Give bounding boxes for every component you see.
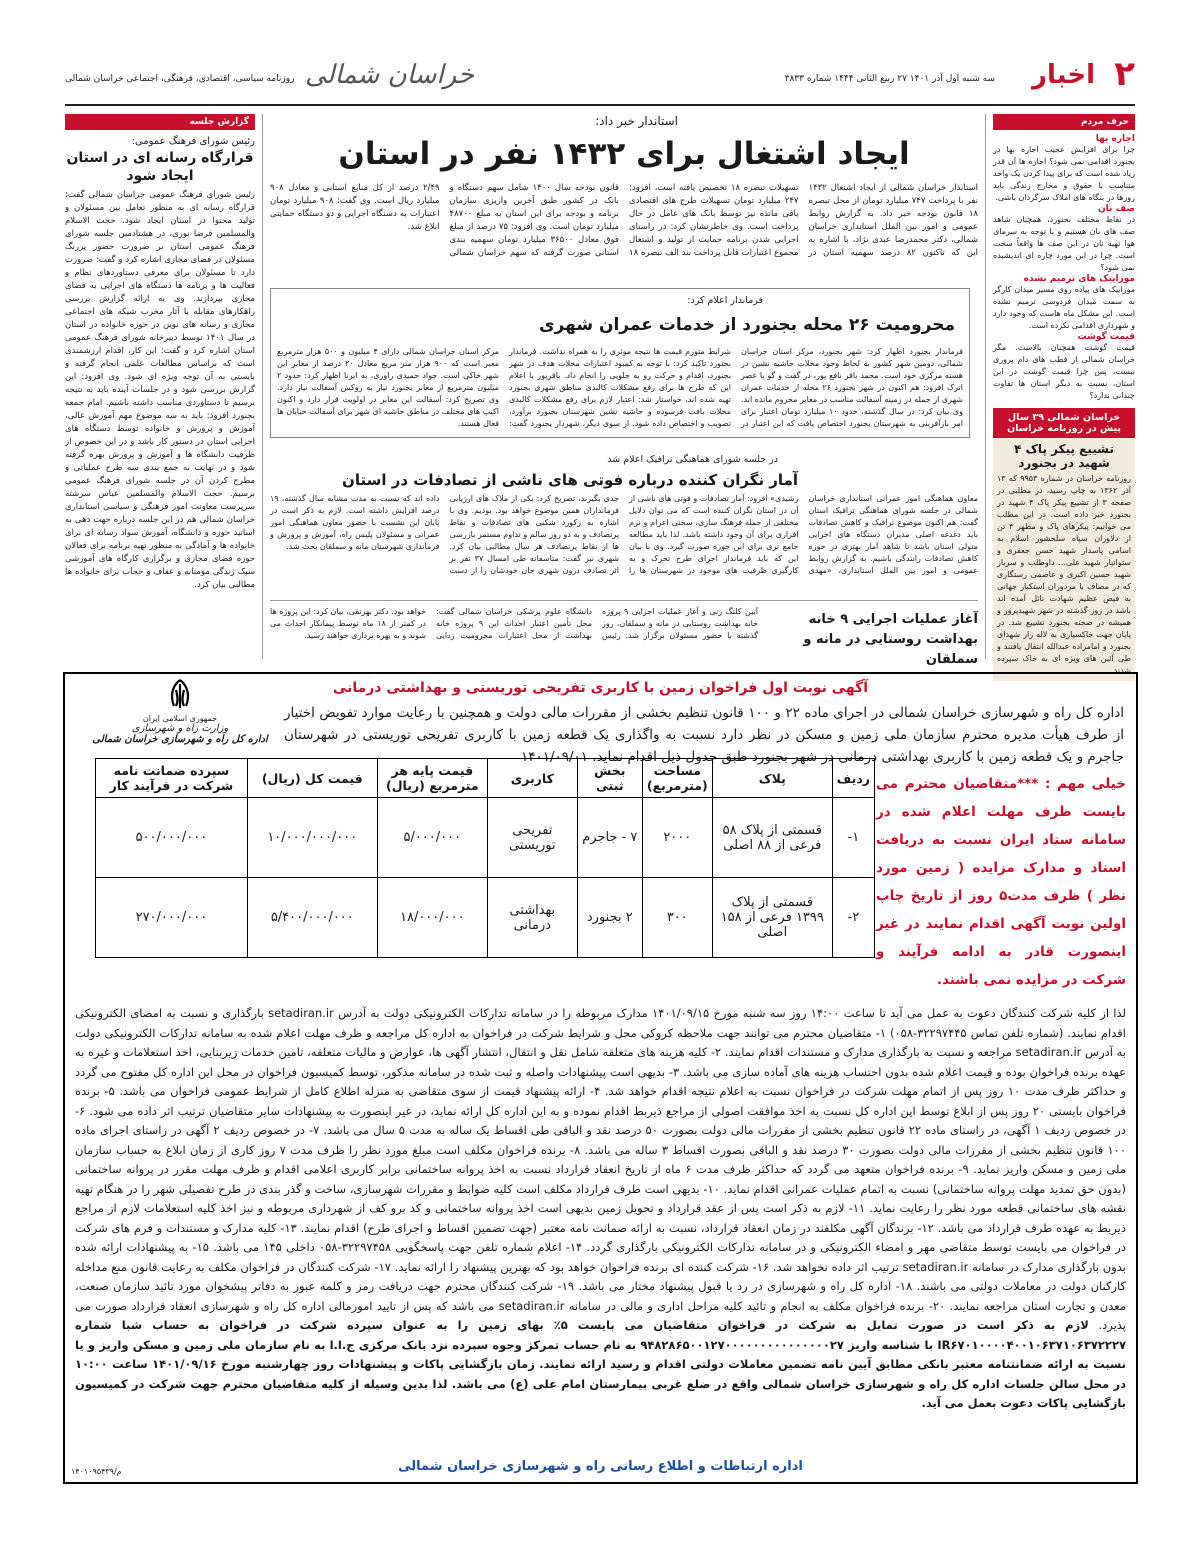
tagline: روزنامه سیاسی، اقتصادی، فرهنگی، اجتماعی خراسان شمالی	[65, 74, 295, 84]
table-cell: بهداشتی درمانی	[487, 878, 577, 958]
right-column	[993, 114, 1135, 675]
headline: آغاز عملیات اجرایی ۹ خانه بهداشت روستایی در مانه و سملقان	[803, 612, 978, 667]
table-cell: ۵/۴۰۰/۰۰۰/۰۰۰	[247, 878, 377, 958]
kicker: در جلسه شورای هماهنگی ترافیک اعلام شد	[607, 454, 778, 465]
emblem-icon	[162, 678, 198, 710]
table-cell: ۲۷۰/۰۰۰/۰۰۰	[96, 878, 248, 958]
column-label: حرف مردم	[993, 114, 1135, 130]
story-body: آیین کلنگ زنی و آغاز عملیات اجرایی ۹ پروژه خانه بهداشت روستایی در مانه و سملقان، روز گذشته با حضور مسئولان برگزار شد. رئیس دانشگاه علوم پزشکی خراسان شمالی گفت: محل تأمین اعتبار احداث این ۹ پروژه خانه بهداشت از محل اعتبارات محرومیت زدایی خواهد بود. دکتر بهرنقی، بیان کرد: این پروژه ها در کمتر از ۱۸ ماه توسط پیمانکار احداث می شوند و به بهره برداری خواهند رسید.	[270, 607, 758, 640]
list-item	[993, 134, 1135, 204]
header-cell: سپرده ضمانت نامه شرکت در فرآیند کار	[96, 759, 248, 798]
logo-line: جمهوری اسلامی ایران	[142, 714, 218, 723]
list-item	[993, 332, 1135, 402]
header-cell: کاربری	[487, 759, 577, 798]
page-header	[65, 54, 1135, 102]
table-cell: ۳۰۰	[642, 878, 712, 958]
table-cell: ۷ - جاجرم	[577, 798, 642, 878]
column-divider	[262, 114, 263, 659]
table-cell: ۲۰۰۰	[642, 798, 712, 878]
archive-banner: خراسان شمالی ۳۹ سال پیش در روزنامه خراسان	[993, 408, 1135, 438]
table-cell: قسمتی از پلاک ۱۳۹۹ فرعی از ۱۵۸ اصلی	[712, 878, 832, 958]
ad-code: م/۱۴۰۱۰۹۵۴۳۹	[71, 1467, 122, 1476]
table-cell: ۱-	[832, 798, 874, 878]
story	[270, 454, 978, 598]
section-title: اخبار	[1032, 60, 1095, 90]
headline: محرومیت ۲۶ محله بجنورد از خدمات عمران شهری	[538, 315, 955, 335]
item-title: موزاییک های ترمیم نشده	[1023, 274, 1135, 284]
ad-box	[63, 672, 1138, 1484]
table-row	[96, 798, 875, 878]
story-body: فرماندار بجنورد اظهار کرد: شهر بجنورد، مرکز استان خراسان شمالی، دومین شهر کشور به لحاظ وجود محلات حاشیه نشین در هسته مرکزی خود است. محمد باقر نافع پور، در گفت و گو با عصر اترک افزود: هم اکنون در شهر بجنورد ۲۶ محله از خدمات عمران شهری از جمله در زمینه آسفالت مناسب در معابر محروم مانده اند. وی بیان کرد: در سال گذشته، حدود ۱۰ میلیارد تومان اعتبار برای امر بازآفرینی به شهرستان بجنورد اختصاص یافت که این اعتبار در شرایط متورم قیمت ها نتیجه موثری را به همراه نداشت. فرماندار بجنورد تاکید کرد: با توجه به کمبود اعتبارات محلات هدف در شهر بجنورد، اقدام و حرکت رو به جلویی را انجام داد. باقرپور با اعلام این که طرح ها برای رفع مشکلات کالبدی مناطق شهری بجنورد تهیه شده اند، خواستار شد: اعتبار لازم برای رفع مشکلات کالبدی محلات بافت فرسوده و حاشیه نشین شهرستان بجنورد برآورد، تصویب و اختصاص داده شود. از سوی دیگر، شهردار بجنورد گفت: مرکز استان خراسان شمالی دارای ۴ میلیون و ۵۰۰ هزار مترمربع معبر است که ۹۰۰ هزار متر مربع معادل ۲۰ درصد از معابر این شهر خاکی است. جواد حمیدی راوری، به ایرنا اظهار کرد: حدود ۲ میلیون مترمربع از معابر بجنورد نیاز به روکش آسفالت نیاز دارد. وی تصریح کرد: آسفالت این معابر در اولویت قرار دارد و اکنون اکیپ های مختلف در مناطق حاشیه ای شهر برای آسفالت خیابان ها فعال هستند.	[277, 347, 963, 428]
item-title: قیمت گوشت	[1077, 332, 1135, 342]
list-item	[993, 204, 1135, 274]
headline: قرارگاه رسانه ای در استان ایجاد شود	[66, 150, 254, 184]
item-title: صف نان	[1098, 204, 1135, 214]
story-divider	[270, 600, 978, 601]
list-item	[993, 274, 1135, 332]
header-cell: ردیف	[832, 759, 874, 798]
item-body: چرا برای افزایش عجیب اجاره بها در بجنورد اقدامی نمی شود؟ اجاره ها آن قدر زیاد شده است که برای پیدا کردن یک واحد متناسب با حقوق و مخارج زندگی باید روزها در بنگاه های املاک سرگردان باشی.	[993, 145, 1135, 202]
archive-body: روزنامه خراسان در شماره ۹۹۵۳ که ۱۳ آذر ۱۳۶۲ به چاپ رسید، در مطلبی در صفحه ۳ از تشییع پیکر پاک ۴ شهید در بجنورد خبر داده است. در این مطلب می خوانیم: پیکرهای پاک و مطهر ۴ تن از دلاوران سپاه سلحشور اسلام به اسامی پاسدار شهید حسن جعفری و ستوانیار شهید علی... داوطلب و سرباز شهید حسین اکبری و عاصمی رستگاری که در مصاف با مزدوران استکبار جهانی به فیض عظیم شهادت نائل آمده اند باشد در روز گذشته در شهر شهیدپرور و همیشه در صحنه بجنورد تشییع شد. در پایان جهت خاکسپاری به لاله زار شهدای بجنورد و امامزاده عبدالله انتقال یافتند و طی آئین های ویژه ای به خاک سپرده شدند.	[997, 474, 1132, 675]
dateline: سه شنبه اول آذر ۱۴۰۱ ۲۷ ربیع الثانی ۱۴۴۴ شماره ۳۸۳۳	[784, 74, 995, 84]
archive-title: تشییع پیکر پاک ۴ شهید در بجنورد	[1014, 442, 1114, 470]
table-cell: ۲-	[832, 878, 874, 958]
ad-title: آگهی نوبت اول فراخوان زمین با کاربری تفریحی توریستی و بهداشتی درمانی	[332, 680, 869, 696]
main-story	[270, 114, 978, 284]
table-header-row	[96, 759, 875, 798]
header-cell: مساحت (مترمربع)	[642, 759, 712, 798]
header-cell: قیمت کل (ریال)	[247, 759, 377, 798]
logo-line: وزارت راه و شهرسازی	[131, 723, 229, 734]
header-cell: پلاک	[712, 759, 832, 798]
land-table	[95, 758, 875, 958]
ad-terms	[75, 1004, 1126, 1414]
kicker: رئیس شورای فرهنگ عمومی:	[131, 136, 255, 147]
table-cell: قسمتی از پلاک ۵۸ فرعی از ۸۸ اصلی	[712, 798, 832, 878]
ministry-logo	[75, 678, 285, 760]
table-cell: تفریحی توریستی	[487, 798, 577, 878]
story-box	[270, 288, 970, 438]
story-body: رئیس شورای فرهنگ عمومی خراسان شمالی گفت: قرارگاه رسانه ای به منظور تعامل بین مسئولان و تولید محتوا در استان ایجاد شود. حجت الاسلام والمسلمین فرضا نوری، در هشتادمین جلسه شورای فرهنگ عمومی استان بر ضرورت حضور پررنگ مسئولان در فضای مجازی اشاره کرد و گفت: ضرورت دارد تا مسئولان برای معرفی دستاوردهای نظام و فعالیت ها و برنامه ها دستگاه های اجرایی به فضای مجازی بپردازند. وی به ارائه گزارش بررسی راهکارهای مقابله با آثار مخرب شبکه های اجتماعی مجازی و رسانه های نوین در حوزه خانواده در استان در سال ۱۴۰۱ توسط دبیرخانه شورای فرهنگ عمومی استان اشاره کرد و گفت: این کار، اقدام ارزشمندی است که براساس مطالعات علمی انجام گرفته و بایستی به آن توجه ویژه ای شود. وی افزود: این گزارش بررسی شود و در جلسات آینده باید به نتیجه برسیم تا دستاوردی مناسب داشته باشیم. امام جمعه بجنورد افزود: باید به سه موضوع مهم آموزش عالی، آموزش و پرورش و خانواده توسط دستگاه های اجرایی استان در دستور کار باشد و در این خصوص از ظرفیت دانشگاه ها و آموزش و پرورش بهره گرفته شود و در نهایت به جمع بندی سه طرح عملیاتی و مطرح کردن آن در جلسه شورای فرهنگ عمومی برسیم. حجت الاسلام والمسلمین عباس سرشته سرپرست معاونت امور فرهنگی و سیاسی استانداری خراسان شمالی هم در این جلسه درباره جهت دهی به اساتید حوزه و دانشگاه، آموزش سواد رسانه ای برای خانواده ها و آمادگی به منظور تهیه برنامه برای فعالان حوزه فضای مجازی و برگزاری کارگاه های آموزشی سبک زندگی مومنانه و عفاف و حجاب برای خانواده ها مطالبی بیان کرد.	[65, 190, 255, 590]
important-notice: خیلی مهم : ***متقاضیان محترم می بایست ظرف مهلت اعلام شده در سامانه ستاد ایران نسبت به دریافت اسناد و مدارک مزایده ( زمین مورد نظر ) ظرف مدت۵ روز از تاریخ چاپ اولین نوبت آگهی اقدام نمایند در غیر اینصورت قادر به ادامه فرآیند و شرکت در مزایده نمی باشند.	[876, 776, 1126, 988]
header-cell: قیمت پایه هر مترمربع (ریال)	[377, 759, 487, 798]
header-rule	[65, 104, 1135, 106]
terms-text: لذا از کلیه شرکت کنندگان دعوت به عمل می آید تا ساعت ۱۴:۰۰ روز سه شنبه مورخ ۱۴۰۱/۰۹/۱۵ مدارک مربوطه را در سامانه تدارکات الکترونیکی دولت به آدرس setadiran.ir بارگذاری و نسبت به امضای الکترونیکی اقدام نمایند. (شماره تلفن تماس ۳۲۲۹۷۴۴۵-۰۵۸) ۱- متقاضیان محترم می توانند جهت ملاحظه کروکی محل و شرایط شرکت در فراخوان به اداره کل مراجعه و ظرف مهلت اعلام شده به سامانه تدارکات الکترونیکی دولت به آدرس setadiran.ir مراجعه و نسبت به بارگذاری مدارک و مستندات اقدام نمایند. ۲- کلیه هزینه های متعلقه شامل نقل و انتقال، انتشار آگهی ها، عوارض و مالیات متعلقه، تامین خدمات زیربنایی، اخذ استعلامات و غیره به عهده برنده فراخوان بوده و قیمت اعلام شده بدون احتساب هزینه های آماده سازی می باشد. ۳- بدیهی است پیشنهادات واصله و ثبت شده در سامانه مذکور، توسط کمیسیون فراخوان در محل این اداره کل مفتوح می گردد و حداکثر ظرف مدت ۱۰ روز پس از اتمام مهلت شرکت در فراخوان نسبت به اعلام نتیجه اقدام خواهد شد. ۴- ارائه پیشنهاد قیمت از سوی متقاضی به منزله اطلاع کامل از شرایط عمومی فراخوان می باشد. ۵- برنده فراخوان بایستی ۲۰ روز پس از ابلاغ توسط این اداره کل نسبت به اخذ موافقت اصولی از مراجع ذیربط اقدام نموده و به این اداره کل ارائه نماید، در غیر اینصورت به پیشنهادات سایر متقاضیان ترتیب اثر داده می شود. ۶- در خصوص ردیف ۱ آگهی، در راستای ماده ۲۲ قانون تنظیم بخشی از مقررات مالی دولت بصورت ۵۰ درصد نقد و الباقی طی اقساط یک ساله به مدت ۵ سال می باشد. ۷- در خصوص ردیف ۲ آگهی در راستای اجرای ماده ۱۰۰ قانون تنظیم بخشی از مقررات مالی دولت بصورت ۳۰ درصد نقد و الباقی بصورت اقساط ۳ ساله می باشد. ۸- برنده فراخوان مکلف است مبلغ مورد نظر را ظرف مدت ۷ روز کاری از زمان ابلاغ به حساب سازمان ملی زمین و مسکن واریز نماید. ۹- برنده فراخوان متعهد می گردد که حداکثر ظرف مدت ۶ ماه از تاریخ انعقاد قرارداد نسبت به اخذ پروانه ساختمانی برابر کاربری اعلامی اقدام و ظرف مهلت مقرر در پروانه ساختمانی (بدون حق تمدید مهلت پروانه ساختمانی) نسبت به اتمام عملیات عمرانی اقدام نماید. ۱۰- بدیهی است طرف قرارداد مکلف است کلیه ضوابط و مقررات شهرسازی، ساخت و گذر بندی در طرح تفصیلی شهر را در هنگام تهیه نقشه های ساختمانی قطعه مورد نظر را رعایت نماید. ۱۱- لازم به ذکر است پس از عقد قرارداد و تحویل زمین بدیهی است اخذ پروانه ساختمانی و کد برو کف از شهرداری مربوطه و نیز اخذ کلیه استعلامات لازم از مراجع ذیربط به عهده طرف قرارداد می باشد. ۱۲- برندگان آگهی مکلفند در زمان انعقاد قرارداد، نسبت به ارائه ضمانت نامه معتبر (جهت تضمین اقساط و اجرای طرح) اقدام نمایند. ۱۳- کلیه مدارک و مستندات و فرم های شرکت در فراخوان می بایست توسط متقاضی مهر و امضاء الکترونیکی و در سامانه تدارکات الکترونیکی بارگذاری گردد. ۱۴- اعلام شماره تلفن جهت پاسخگویی ۳۲۲۹۷۴۵۸-۰۵۸ داخلی ۱۴۵ می باشد. ۱۵- به پیشنهادات ارائه شده بدون بارگذاری مدارک در سامانه setadiran.ir ترتیب اثر داده نخواهد شد. ۱۶- شرکت کننده ای برنده فراخوان خواهد بود که بهترین پیشنهاد را ارائه نماید. ۱۷- شرکت کنندگان در فراخوان مکلف به رعایت قانون منع مداخله کارکنان دولت در معاملات دولتی می باشند. ۱۸- اداره کل راه و شهرسازی در رد یا قبول پیشنهاد مختار می باشد. ۱۹- شرکت کنندگان محترم جهت دریافت رمز و کلمه عبور به دفاتر پیشخوان مورد تائید سازمان صنعت، معدن و تجارت استان مراجعه نمایند. ۲۰- برنده فراخوان مکلف به انجام و تائید کلیه مراحل اداری و مالی در سامانه setadiran.ir می باشد که پس از تایید امورمالی اداره کل راه و شهرسازی انعقاد قرارداد صورت می پذیرد.	[75, 1006, 1127, 1332]
headline: ایجاد اشتغال برای ۱۴۳۲ نفر در استان	[338, 136, 910, 172]
headline: آمار نگران کننده درباره فوتی های ناشی از تصادفات در استان	[342, 471, 798, 489]
table-cell: ۱۸/۰۰۰/۰۰۰	[377, 878, 487, 958]
item-title: اجاره بها	[1095, 134, 1135, 144]
column-label: گزارش جلسه	[65, 114, 255, 130]
ad-footer: اداره ارتباطات و اطلاع رسانی راه و شهرسازی خراسان شمالی	[398, 1459, 803, 1474]
table-row	[96, 878, 875, 958]
terms-bold-text: لازم به ذکر است در صورت تمایل به شرکت در فراخوان متقاضیان می بایست ۵٪ بهای زمین را به عنوان سپرده شرکت در فراخوان به حساب شبا شماره IR۶۷۰۱۰۰۰۰۴۰۰۱۰۶۳۷۱۰۶۳۷۲۲۲۷ با شناسه واریز ۹۴۸۲۸۶۵۰۰۱۲۷۰۰۰۰۰۰۰۰۰۰۰۰۰۰۰۲۷ به نام حساب تمرکز وجوه سپرده نزد بانک مرکزی ج.ا.ا به نام سازمان ملی زمین و مسکن واریز و یا نسبت به ارائه ضمانتنامه معتبر بانکی مطابق آیین نامه تضمین معاملات دولتی اقدام و رسید ارائه نمایند. زمان بازگشایی پاکات و پیشنهادات روز چهارشنبه مورخ ۱۴۰۱/۰۹/۱۶ ساعت ۱۰:۰۰ در محل سالن جلسات اداره کل راه و شهرسازی خراسان شمالی واقع در ضلع غربی بیمارستان امام علی (ع) می باشد. لذا بدین وسیله از کلیه متقاضیان محترم جهت شرکت در کمیسیون بازگشایی پاکات دعوت بعمل می آید.	[75, 1318, 1126, 1410]
kicker: فرماندار اعلام کرد:	[687, 295, 763, 306]
ad-intro: اداره کل راه و شهرسازی خراسان شمالی در اجرای ماده ۲۲ و ۱۰۰ قانون تنظیم بخشی از مقررات مالی دولت و همچنین با رعایت موارد تفویض اختیار از طرف هیأت مدیره محترم سازمان ملی زمین و مسکن در نظر دارد نسبت به واگذاری یک قطعه زمین با کاربری تفریحی توریستی در شهرستان جاجرم و یک قطعه زمین با کاربری بهداشتی درمانی در شهر بجنورد طبق جدول ذیل اقدام نماید. ۱۴۰۱/۰۹/۰۱	[284, 705, 1124, 765]
table-cell: ۱۰/۰۰۰/۰۰۰/۰۰۰	[247, 798, 377, 878]
page-number: ۲	[1114, 54, 1135, 94]
item-body: در نقاط مختلف بجنورد، همچنان شاهد صف های نان هستیم و با توجه به سرمای هوا تهیه نان در این صف ها واقعاً سخت است. چرا در این مورد چاره ای اندیشیده نمی شود؟	[993, 215, 1135, 272]
story	[270, 604, 978, 667]
table-cell: ۵۰۰/۰۰۰/۰۰۰	[96, 798, 248, 878]
table-cell: ۲ بجنورد	[577, 878, 642, 958]
story-body: معاون هماهنگی امور عمرانی استانداری خراسان شمالی در جلسه شورای هماهنگی ترافیک استان گفت: هم اکنون موضوع ترافیک و کاهش تصادفات باید دغدغه اصلی مدیران دستگاه های اجرایی متولی استان باشد تا شاهد آمار بهتری در حوزه کاهش تصادفات رانندگی باشیم. به گزارش روابط عمومی و امور بین الملل استانداری، «مهدی رشیدی» افزود: آمار تصادفات و فوتی های ناشی از آن در استان نگران کننده است که می توان دلایل مختلفی از جمله فرهنگ سازی، سختی اعزام و نرم افزاری برای آن وجود داشته باشد. لذا باید مطالعه جامع تری برای این حوزه صورت گیرد. وی با بیان این که باید فرماندار اجرای طرح تحرک و به کارگیری ظرفیت های موجود در شهرستان ها را جدی بگیرند، تصریح کرد: یکی از ملاک های ارزیابی فرمانداران همین موضوع خواهد بود. بودیم. وی با اشاره به رکورد شکنی های تصادفات و نقاط پرتصادف و به دو روز سالم و تداوم مستمر بازرسی ها از نقاط پرتصادف هر سال مطالبی بیان کرد. شهری نیز گفت: متاسفانه طی امسال ۳۷ نفر بر اثر تصادف درون شهری جان خودشان را از دست داده اند که نسبت به مدت مشابه سال گذشته، ۱۹ درصد افزایش داشته است. لازم به ذکر است در پایان این نشست با حضور معاون هماهنگی امور عمرانی و مسئولان پلیس راه، آموزش و پرورش و فرمانداری شهرستان مانه و سملقان بحث شد.	[270, 494, 978, 575]
table-cell: ۵/۰۰۰/۰۰۰	[377, 798, 487, 878]
newspaper-logo: خراسان شمالی	[305, 60, 475, 90]
item-body: موزاییک های پیاده روی مسیر میدان کارگر به سمت میدان فردوسی ترمیم نشده است. این مشکل ماه هاست که وجود دارد و شهرداری اقدامی نکرده است.	[993, 285, 1135, 330]
item-body: قیمت گوشت همچنان بالاست. مگر خراسان شمالی از قطب های دام پروری نیست، پس چرا قیمت گوشت در این استان، نسبت به دیگر استان ها تفاوت چندانی ندارد؟	[993, 343, 1135, 400]
left-column	[65, 114, 255, 659]
column-divider	[985, 114, 986, 659]
kicker: استاندار خبر داد:	[595, 114, 678, 128]
story-body: استاندار خراسان شمالی از ایجاد اشتغال ۱۴۳۲ نفر با پرداخت ۷۴۷ میلیارد تومان از محل تبصره ۱۸ قانون بودجه خبر داد. به گزارش روابط عمومی و امور بین الملل استانداری خراسان شمالی، دکتر محمدرضا عبدی نژاد، با اشاره به این که تاکنون ۸۲ درصد سهمیه استان در تسهیلات تبصره ۱۸ تخصیص یافته است، افزود: ۲۴۷ میلیارد تومان تسهیلات طرح های اقتصادی باقی مانده نیز توسط بانک های عامل در حال پرداخت است. وی خاطرنشان کرد: در راستای اجرایی شدن برنامه حمایت از تولید و اشتغال مجموع اعتبارات قابل پرداخت بند الف تبصره ۱۸ قانون بودجه سال ۱۴۰۰ شامل سهم دستگاه و بانک در کشور طبق آخرین واریزی سازمان برنامه و بودجه برای این استان به مبلغ ۴۸۷۰۰ میلیارد تومان است. وی افزود: ۷۵ درصد از مبلغ فوق معادل ۳۶۵۰۰ میلیارد تومان سهمیه بندی استانی صورت گرفته که سهم خراسان شمالی ۲/۴۹ درصد از کل منابع استانی و معادل ۹۰۸ میلیارد ریال است. وی گفت: ۹۰۸ میلیارد تومان اعتبارات به دستگاه اجرایی و دو دستگاه حمایتی ابلاغ شد.	[270, 183, 978, 258]
archive-box	[993, 438, 1135, 681]
header-cell: بخش ثبتی	[577, 759, 642, 798]
logo-line: اداره کل راه و شهرسازی خراسان شمالی	[92, 734, 268, 745]
